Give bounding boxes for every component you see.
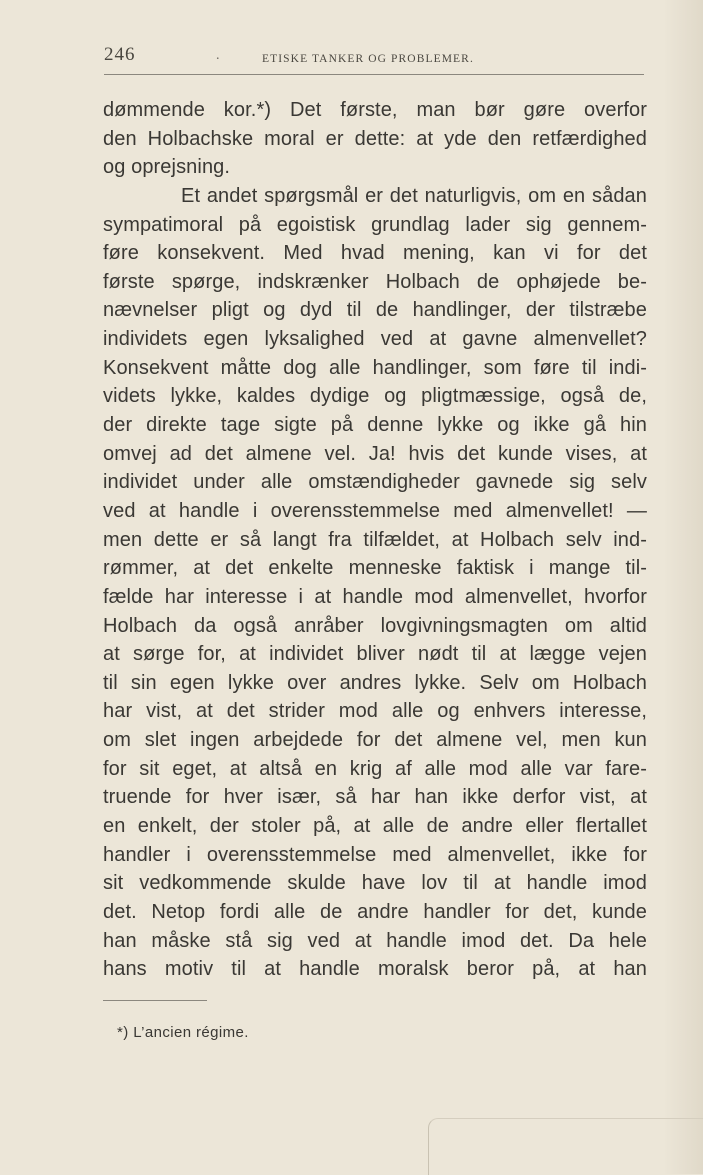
text-line: første spørge, indskrænker Holbach de ophøjede be- (103, 270, 647, 293)
text-line: men dette er så langt fra tilfældet, at Holbach selv ind- (103, 528, 647, 551)
text-line: ved at handle i overensstemmelse med almenvellet! — (103, 499, 647, 522)
text-line: hans motiv til at handle moralsk beror på, at han (103, 958, 647, 981)
text-line: en enkelt, der stoler på, at alle de andre eller flertallet (103, 815, 647, 838)
text-line: videts lykke, kaldes dydige og pligtmæssige, også de, (103, 385, 647, 408)
text-line: Holbach da også anråber lovgivningsmagten om altid (103, 614, 647, 637)
text-line: om slet ingen arbejdede for det almene vel, men kun (103, 729, 647, 752)
text-line: rømmer, at det enkelte menneske faktisk i mange til- (103, 557, 647, 580)
text-line: individets egen lyksalighed ved at gavne almenvellet? (103, 328, 647, 351)
text-line: at sørge for, at individet bliver nødt til at lægge vejen (103, 643, 647, 666)
text-line: for sit eget, at altså en krig af alle mod alle var fare- (103, 757, 647, 780)
text-line: har vist, at det strider mod alle og enhvers interesse, (103, 700, 647, 723)
page-number: 246 (104, 44, 136, 65)
text-line: individet under alle omstændigheder gavnede sig selv (103, 471, 647, 494)
text-line: handler i overensstemmelse med almenvellet, ikke for (103, 843, 647, 866)
text-line: føre konsekvent. Med hvad mening, kan vi for det (103, 242, 647, 265)
footnote-rule (103, 1000, 207, 1001)
text-line: dømmende kor.*) Det første, man bør gøre overfor (103, 99, 647, 121)
text-line: Et andet spørgsmål er det naturligvis, om en sådan (181, 184, 647, 207)
text-line: fælde har interesse i at handle mod almenvellet, hvorfor (103, 585, 647, 608)
text-line: det. Netop fordi alle de andre handler for det, kunde (103, 900, 647, 923)
page-edge-shade (663, 0, 703, 1174)
text-line: omvej ad det almene vel. Ja! hvis det kunde vises, at (103, 442, 647, 465)
text-line: der direkte tage sigte på denne lykke og ikke gå hin (103, 414, 647, 437)
text-line: Konsekvent måtte dog alle handlinger, som føre til indi- (103, 356, 647, 379)
text-line: og oprejsning. (103, 156, 231, 179)
text-line: til sin egen lykke over andres lykke. Selv om Holbach (103, 671, 647, 694)
running-title: ETISKE TANKER OG PROBLEMER. (262, 53, 474, 65)
text-line: den Holbachske moral er dette: at yde den retfærdighed (103, 127, 647, 150)
text-line: han måske stå sig ved at handle imod det. Da hele (103, 929, 647, 952)
header-dot: . (216, 48, 220, 63)
text-line: nævnelser pligt og dyd til de handlinger, der tilstræbe (103, 299, 647, 322)
text-line: sympatimoral på egoistisk grundlag lader sig gennem- (103, 213, 647, 236)
footnote: *) L’ancien régime. (117, 1024, 249, 1041)
page-tab-mark (428, 1118, 703, 1175)
body-text (103, 96, 647, 984)
text-line: sit vedkommende skulde have lov til at handle imod (103, 872, 647, 895)
running-header (104, 42, 644, 75)
text-line: truende for hver især, så har han ikke derfor vist, at (103, 786, 647, 809)
